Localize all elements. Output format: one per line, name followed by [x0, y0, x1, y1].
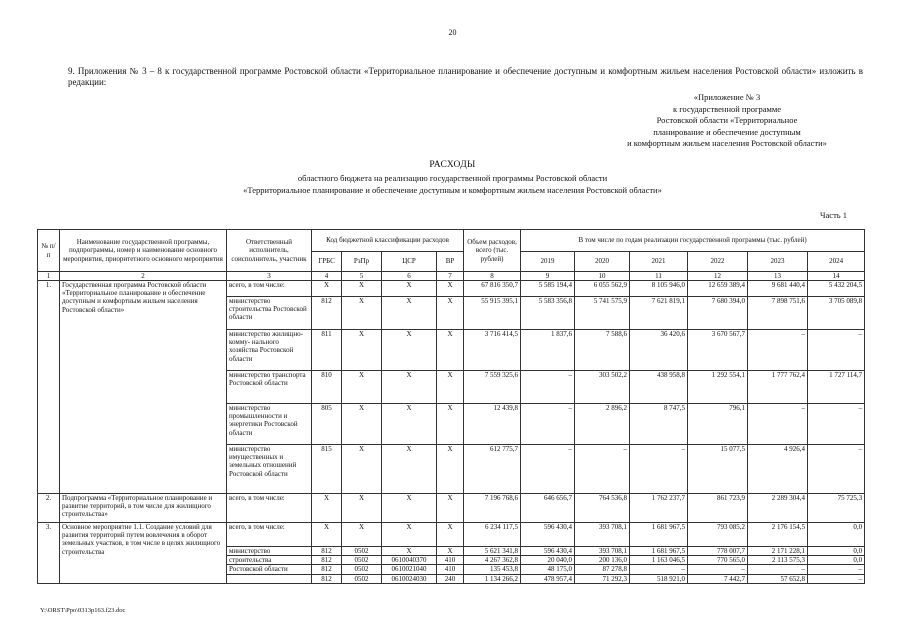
header-year: 2020: [575, 252, 630, 272]
cell-year-value: 15 077,5: [688, 445, 748, 494]
cell-year-value: 861 723,9: [688, 494, 748, 523]
cell-csr: X: [382, 371, 437, 404]
cell-number: 1.: [38, 281, 60, 494]
cell-year-value: 303 502,2: [575, 371, 630, 404]
cell-grbs: 805: [312, 404, 342, 445]
cell-rzpr: X: [342, 494, 382, 523]
cell-vr: 240: [437, 574, 464, 583]
cell-executor: всего, в том числе:: [227, 523, 312, 547]
cell-rzpr: X: [342, 445, 382, 494]
cell-year-value: 87 278,8: [575, 565, 630, 574]
annex-line: и комфортным жильем населения Ростовской области»: [627, 138, 827, 148]
cell-executor: министерство транспорта Ростовской области: [227, 371, 312, 404]
cell-csr: X: [382, 547, 437, 556]
document-subtitle-program: «Территориальное планирование и обеспечение доступным и комфортным жильем населения Ростовской области»: [243, 185, 662, 195]
cell-csr: 0610040370: [382, 556, 437, 565]
cell-vr: X: [437, 297, 464, 330]
cell-total: 7 196 768,6: [464, 494, 521, 523]
cell-year-value: 5 585 194,4: [521, 281, 575, 297]
header-year: 2024: [808, 252, 865, 272]
cell-year-value: 1 837,6: [521, 330, 575, 371]
cell-total: 67 816 350,7: [464, 281, 521, 297]
document-title: РАСХОДЫ: [429, 160, 476, 170]
cell-executor: министерство строительства Ростовской области: [227, 297, 312, 330]
cell-year-value: –: [521, 371, 575, 404]
cell-total: 1 134 266,2: [464, 574, 521, 583]
cell-csr: 0610024030: [382, 574, 437, 583]
cell-year-value: –: [630, 445, 688, 494]
cell-year-value: 6 055 562,9: [575, 281, 630, 297]
column-number: 13: [748, 272, 808, 281]
header-name: Наименование государственной программы, подпрограммы, номер и наименование основного мероприятия, приоритетного основного мероприятия: [60, 230, 227, 272]
cell-total: 612 775,7: [464, 445, 521, 494]
cell-csr: 0610021040: [382, 565, 437, 574]
cell-year-value: 2 289 304,4: [748, 494, 808, 523]
cell-total: 3 716 414,5: [464, 330, 521, 371]
cell-year-value: –: [808, 330, 865, 371]
cell-executor: министерство промышленности и энергетики Ростовской области: [227, 404, 312, 445]
cell-year-value: 764 536,8: [575, 494, 630, 523]
file-path-footer: Y:\ORST\Ppo\0313p163.f23.doc: [40, 607, 126, 614]
column-number: 10: [575, 272, 630, 281]
header-executor: Ответственный исполнитель, соисполнитель, участник: [227, 230, 312, 272]
cell-year-value: 1 681 967,5: [630, 547, 688, 556]
cell-year-value: 0,0: [808, 556, 865, 565]
cell-rzpr: X: [342, 523, 382, 547]
cell-total: 6 234 117,5: [464, 523, 521, 547]
cell-year-value: –: [748, 565, 808, 574]
cell-year-value: 75 725,3: [808, 494, 865, 523]
table-row: [38, 494, 865, 523]
cell-year-value: –: [630, 565, 688, 574]
cell-year-value: 71 292,3: [575, 574, 630, 583]
annex-line: Ростовской области «Территориальное: [656, 115, 798, 125]
cell-year-value: 478 957,4: [521, 574, 575, 583]
cell-year-value: 0,0: [808, 547, 865, 556]
cell-rzpr: 0502: [342, 547, 382, 556]
cell-year-value: 1 163 046,5: [630, 556, 688, 565]
column-number: 5: [342, 272, 382, 281]
header-no: № п/п: [38, 230, 60, 272]
column-number: 7: [437, 272, 464, 281]
cell-total: 7 559 325,6: [464, 371, 521, 404]
cell-number: 2.: [38, 494, 60, 523]
annex-header: [590, 92, 864, 150]
annex-line: к государственной программе: [672, 103, 782, 114]
cell-year-value: 7 680 394,0: [688, 297, 748, 330]
cell-year-value: –: [748, 404, 808, 445]
header-volume: Объем расходов, всего (тыс. рублей): [464, 230, 521, 272]
header-rzpr: РзПр: [342, 252, 382, 272]
cell-grbs: 812: [312, 565, 342, 574]
cell-year-value: 4 926,4: [748, 445, 808, 494]
cell-executor: министерство: [227, 547, 312, 556]
cell-grbs: 812: [312, 556, 342, 565]
column-number: 8: [464, 272, 521, 281]
cell-year-value: –: [521, 445, 575, 494]
column-number: 6: [382, 272, 437, 281]
cell-year-value: 393 708,1: [575, 547, 630, 556]
column-number: 14: [808, 272, 865, 281]
cell-number: 3.: [38, 523, 60, 584]
cell-year-value: 393 708,1: [575, 523, 630, 547]
cell-year-value: –: [808, 404, 865, 445]
header-year: 2021: [630, 252, 688, 272]
cell-year-value: 438 958,8: [630, 371, 688, 404]
cell-year-value: 778 007,7: [688, 547, 748, 556]
cell-csr: X: [382, 494, 437, 523]
part-label: Часть 1: [820, 210, 848, 220]
cell-csr: X: [382, 523, 437, 547]
cell-year-value: 2 171 228,1: [748, 547, 808, 556]
column-number: 12: [688, 272, 748, 281]
cell-csr: X: [382, 281, 437, 297]
cell-rzpr: X: [342, 330, 382, 371]
cell-total: 5 621 341,8: [464, 547, 521, 556]
cell-year-value: 1 681 967,5: [630, 523, 688, 547]
page-number: 20: [448, 28, 457, 37]
column-number: 1: [38, 272, 60, 281]
cell-vr: X: [437, 445, 464, 494]
cell-executor: всего, в том числе:: [227, 281, 312, 297]
cell-year-value: 770 565,0: [688, 556, 748, 565]
cell-executor: Ростовской области: [227, 565, 312, 574]
cell-grbs: 812: [312, 297, 342, 330]
cell-vr: X: [437, 404, 464, 445]
cell-year-value: 7 442,7: [688, 574, 748, 583]
cell-executor: министерство жилищно-комму- нального хозяйства Ростовской области: [227, 330, 312, 371]
cell-year-value: 5 583 356,8: [521, 297, 575, 330]
table-row: [38, 281, 865, 297]
cell-vr: X: [437, 523, 464, 547]
cell-year-value: –: [808, 565, 865, 574]
cell-year-value: 2 176 154,5: [748, 523, 808, 547]
expenses-table: [37, 229, 865, 584]
table-row: [38, 523, 865, 547]
cell-year-value: 518 921,0: [630, 574, 688, 583]
column-number: 2: [60, 272, 227, 281]
cell-year-value: 3 670 567,7: [688, 330, 748, 371]
cell-name: Подпрограмма «Территориальное планирование и развитие территорий, в том числе для жилищного строительства»: [60, 494, 227, 523]
cell-year-value: 1 762 237,7: [630, 494, 688, 523]
cell-year-value: 5 741 575,9: [575, 297, 630, 330]
cell-year-value: 0,0: [808, 523, 865, 547]
cell-csr: X: [382, 445, 437, 494]
cell-grbs: 812: [312, 574, 342, 583]
cell-year-value: –: [575, 445, 630, 494]
cell-csr: X: [382, 330, 437, 371]
cell-year-value: 2 113 575,3: [748, 556, 808, 565]
cell-vr: X: [437, 494, 464, 523]
column-number: 4: [312, 272, 342, 281]
cell-name: Государственная программа Ростовской области «Территориальное планирование и обеспечение доступным и комфортным жильем населения Ростовской области»: [60, 281, 227, 494]
cell-grbs: X: [312, 494, 342, 523]
intro-paragraph: 9. Приложения № 3 – 8 к государственной программе Ростовской области «Территориальное планирование и обеспечение доступным и комфортным жильем населения Ростовской области» изложить в редакции:: [68, 66, 863, 87]
cell-vr: X: [437, 281, 464, 297]
cell-csr: X: [382, 404, 437, 445]
cell-total: 12 439,8: [464, 404, 521, 445]
cell-grbs: X: [312, 523, 342, 547]
cell-year-value: 2 896,2: [575, 404, 630, 445]
cell-year-value: 596 430,4: [521, 523, 575, 547]
cell-vr: X: [437, 330, 464, 371]
cell-year-value: 7 898 751,6: [748, 297, 808, 330]
cell-total: 135 453,8: [464, 565, 521, 574]
header-code: Код бюджетной классификации расходов: [312, 230, 464, 252]
cell-csr: X: [382, 297, 437, 330]
cell-executor: [227, 574, 312, 583]
cell-year-value: –: [808, 445, 865, 494]
cell-rzpr: X: [342, 281, 382, 297]
cell-executor: всего, в том числе:: [227, 494, 312, 523]
cell-executor: министерство имущественных и земельных отношений Ростовской области: [227, 445, 312, 494]
cell-vr: X: [437, 547, 464, 556]
cell-total: 55 915 395,1: [464, 297, 521, 330]
cell-year-value: 793 085,2: [688, 523, 748, 547]
cell-year-value: 36 420,6: [630, 330, 688, 371]
cell-executor: строительства: [227, 556, 312, 565]
cell-year-value: –: [808, 574, 865, 583]
column-number: 3: [227, 272, 312, 281]
header-vr: ВР: [437, 252, 464, 272]
cell-grbs: 812: [312, 547, 342, 556]
cell-year-value: 646 656,7: [521, 494, 575, 523]
cell-year-value: 5 432 204,5: [808, 281, 865, 297]
cell-year-value: –: [521, 404, 575, 445]
cell-year-value: –: [748, 330, 808, 371]
cell-year-value: 20 040,0: [521, 556, 575, 565]
cell-year-value: 9 681 440,4: [748, 281, 808, 297]
column-number: 9: [521, 272, 575, 281]
cell-year-value: 7 588,6: [575, 330, 630, 371]
cell-rzpr: X: [342, 297, 382, 330]
annex-line: планирование и обеспечение доступным: [653, 126, 801, 137]
cell-vr: 410: [437, 556, 464, 565]
cell-year-value: 1 777 762,4: [748, 371, 808, 404]
cell-rzpr: 0502: [342, 556, 382, 565]
cell-year-value: 3 705 089,8: [808, 297, 865, 330]
header-year: 2023: [748, 252, 808, 272]
header-years-group: В том числе по годам реализации государственной программы (тыс. рублей): [521, 230, 865, 252]
cell-rzpr: X: [342, 404, 382, 445]
header-year: 2019: [521, 252, 575, 272]
cell-grbs: X: [312, 281, 342, 297]
cell-year-value: 1 292 554,1: [688, 371, 748, 404]
document-subtitle: областного бюджета на реализацию государственной программы Ростовской области: [297, 173, 608, 183]
cell-year-value: 1 727 114,7: [808, 371, 865, 404]
cell-vr: X: [437, 371, 464, 404]
cell-rzpr: 0502: [342, 565, 382, 574]
column-number: 11: [630, 272, 688, 281]
cell-year-value: 12 659 389,4: [688, 281, 748, 297]
cell-year-value: 796,1: [688, 404, 748, 445]
cell-year-value: 7 621 819,1: [630, 297, 688, 330]
cell-rzpr: 0502: [342, 574, 382, 583]
cell-grbs: 811: [312, 330, 342, 371]
cell-total: 4 267 362,8: [464, 556, 521, 565]
header-csr: ЦСР: [382, 252, 437, 272]
cell-name: Основное мероприятие 1.1. Создание условий для развития территорий путем вовлечения в оборот земельных участков, в том числе в целях жилищного строительства: [60, 523, 227, 584]
header-grbs: ГРБС: [312, 252, 342, 272]
cell-year-value: 57 652,8: [748, 574, 808, 583]
cell-vr: 410: [437, 565, 464, 574]
cell-year-value: 8 747,5: [630, 404, 688, 445]
cell-rzpr: X: [342, 371, 382, 404]
cell-year-value: 8 105 946,0: [630, 281, 688, 297]
cell-year-value: 200 136,0: [575, 556, 630, 565]
cell-year-value: 596 430,4: [521, 547, 575, 556]
cell-grbs: 810: [312, 371, 342, 404]
header-year: 2022: [688, 252, 748, 272]
cell-grbs: 815: [312, 445, 342, 494]
cell-year-value: 48 175,0: [521, 565, 575, 574]
cell-year-value: –: [688, 565, 748, 574]
annex-line: «Приложение № 3: [693, 92, 761, 102]
